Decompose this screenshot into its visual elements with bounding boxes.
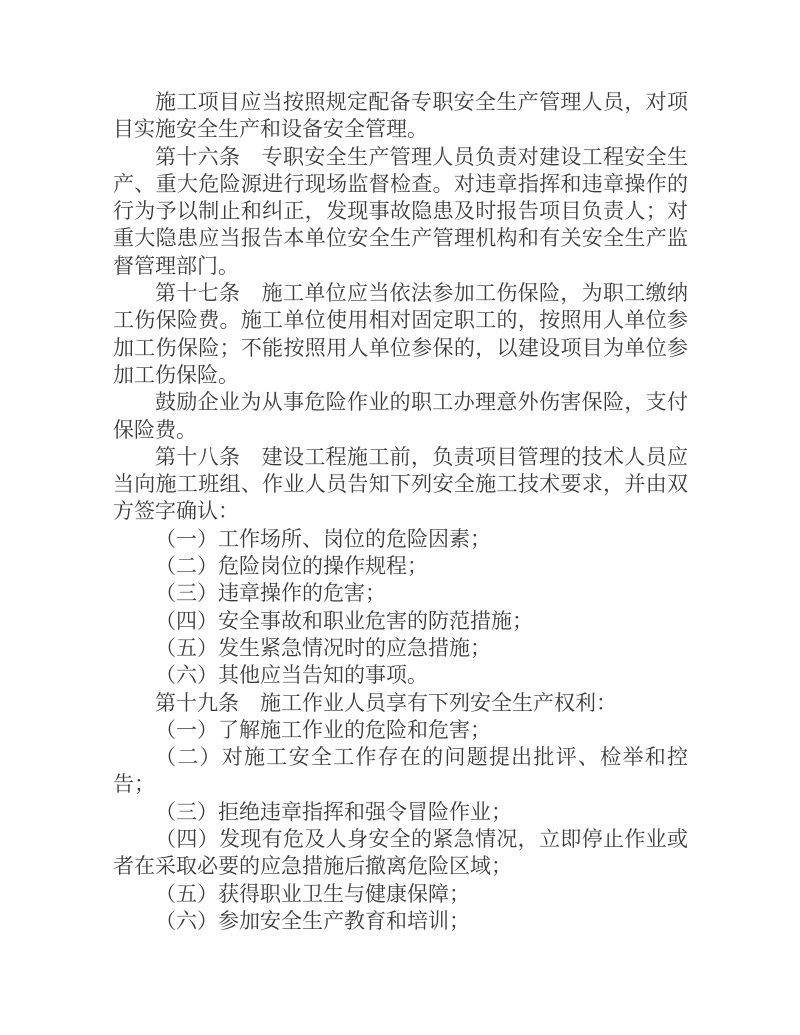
paragraph-article-19: 第十九条 施工作业人员享有下列安全生产权利：	[155, 690, 617, 715]
list-item-19-2: （二）对施工安全工作存在的问题提出批评、检举和控告；	[113, 745, 688, 797]
paragraph-intro: 施工项目应当按照规定配备专职安全生产管理人员，对项目实施安全生产和设备安全管理。	[113, 90, 688, 142]
list-item-18-1: （一）工作场所、岗位的危险因素；	[155, 526, 491, 551]
list-item-19-5: （五）获得职业卫生与健康保障；	[155, 881, 470, 906]
list-item-18-3: （三）违章操作的危害；	[155, 581, 386, 606]
list-item-18-6: （六）其他应当告知的事项。	[155, 663, 428, 688]
paragraph-article-17: 第十七条 施工单位应当依法参加工伤保险，为职工缴纳工伤保险费。施工单位使用相对固定职工的，按照用人单位参加工伤保险；不能按照用人单位参保的，以建设项目为单位参加工伤保险。	[113, 281, 688, 387]
document-text-block	[113, 89, 688, 935]
paragraph-article-18: 第十八条 建设工程施工前，负责项目管理的技术人员应当向施工班组、作业人员告知下列安全施工技术要求，并由双方签字确认：	[113, 444, 688, 524]
paragraph-article-16: 第十六条 专职安全生产管理人员负责对建设工程安全生产、重大危险源进行现场监督检查。对违章指挥和违章操作的行为予以制止和纠正，发现事故隐患及时报告项目负责人；对重大隐患应当报告本单位安全生产管理机构和有关安全生产监督管理部门。	[113, 144, 688, 278]
list-item-19-3: （三）拒绝违章指挥和强令冒险作业；	[155, 799, 512, 824]
list-item-18-5: （五）发生紧急情况时的应急措施；	[155, 635, 491, 660]
list-item-18-2: （二）危险岗位的操作规程；	[155, 554, 428, 579]
paragraph-article-17-encourage: 鼓励企业为从事危险作业的职工办理意外伤害保险，支付保险费。	[113, 390, 688, 442]
list-item-19-4: （四）发现有危及人身安全的紧急情况，立即停止作业或者在采取必要的应急措施后撤离危险区域；	[113, 827, 688, 879]
list-item-19-1: （一）了解施工作业的危险和危害；	[155, 717, 491, 742]
list-item-19-6: （六）参加安全生产教育和培训；	[155, 908, 470, 933]
list-item-18-4: （四）安全事故和职业危害的防范措施；	[155, 608, 533, 633]
